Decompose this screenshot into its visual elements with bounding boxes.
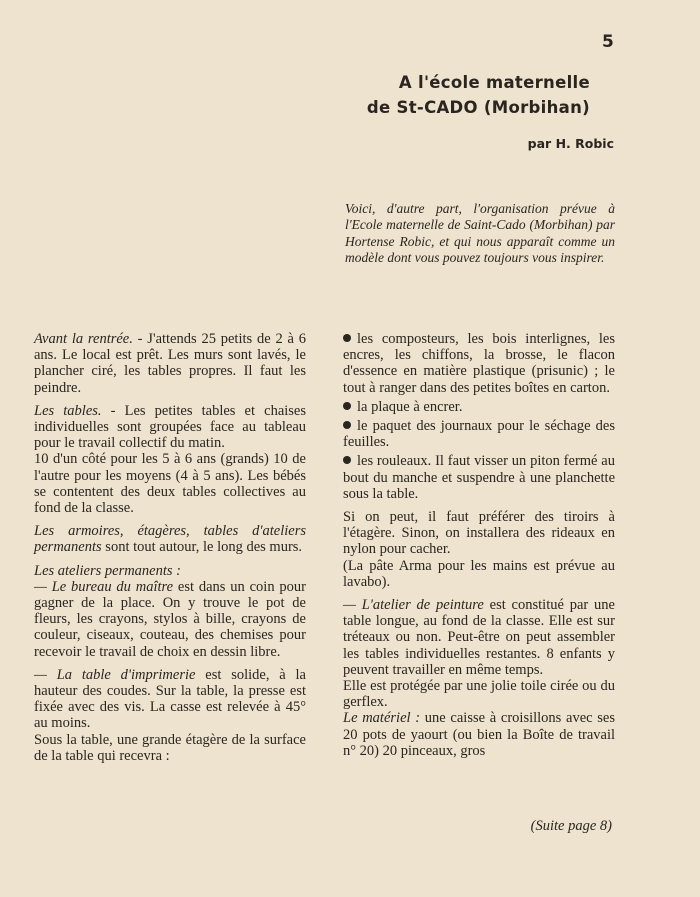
- paragraph-tiroirs: Si on peut, il faut préférer des tiroirs à l'étagère. Sinon, on installera des rideaux en nylon pour cacher.: [343, 509, 615, 558]
- left-column: [34, 331, 306, 771]
- paragraph-armoires: Les armoires, étagères, tables d'ateliers permanents sont tout autour, le long des murs.: [34, 523, 306, 556]
- lead-imprimerie: — La table d'imprimerie: [34, 666, 196, 683]
- paragraph-bureau: — Le bureau du maître est dans un coin pour gagner de la place. On y trouve le pot de fleurs, les crayons, stylos à bille, crayons de couleur, ciseaux, couteau, des chemises pour recevoir le travail de choix en dessin libre.: [34, 578, 306, 660]
- bullet-icon: [343, 334, 351, 342]
- paragraph-avant-rentree: Avant la rentrée. - J'attends 25 petits de 2 à 6 ans. Le local est prêt. Les murs sont lavés, le plancher ciré, les tables propres. Il faut les peindre.: [34, 331, 306, 396]
- bullet-icon: [343, 402, 351, 410]
- list-item: le paquet des journaux pour le séchage des feuilles.: [343, 418, 615, 451]
- right-column: [343, 331, 615, 766]
- lead-avant-rentree: Avant la rentrée.: [34, 331, 133, 347]
- paragraph-etagere: Sous la table, une grande étagère de la surface de la table qui recevra :: [34, 731, 306, 764]
- paragraph-imprimerie: — La table d'imprimerie est solide, à la hauteur des coudes. Sur la table, la presse est fixée avec des vis. La casse est relevée à 45° au moins.: [34, 666, 306, 732]
- lead-tables: Les tables.: [34, 402, 102, 419]
- intro-paragraph: Voici, d'autre part, l'organisation prévue à l'Ecole maternelle de Saint-Cado (Morbihan) par Hortense Robic, et qui nous apparaît comme un modèle dont vous pouvez toujours vous inspirer.: [345, 201, 615, 265]
- lead-atelier-peinture: — L'atelier de peinture: [343, 597, 484, 614]
- bullet-icon: [343, 456, 351, 464]
- lead-bureau: — Le bureau du maître: [34, 578, 174, 595]
- list-item: la plaque à encrer.: [343, 399, 615, 415]
- paragraph-tables-groups: 10 d'un côté pour les 5 à 6 ans (grands) 10 de l'autre pour les moyens (4 à 5 ans). Les bébés se contentent des deux tables collectives au fond de la classe.: [34, 451, 306, 517]
- heading-ateliers: Les ateliers permanents :: [34, 562, 181, 579]
- paragraph-pate-arma: (La pâte Arma pour les mains est prévue au lavabo).: [343, 557, 615, 590]
- lead-armoires: Les armoires, étagères, tables d'ateliers permanents: [34, 523, 306, 556]
- article-title: [367, 70, 590, 120]
- title-line-2: de St-CADO (Morbihan): [366, 98, 590, 117]
- list-item: les composteurs, les bois interlignes, les encres, les chiffons, la brosse, le flacon d'essence en matière plastique (prisunic) ; le tout à ranger dans des petites boîtes en carton.: [343, 331, 615, 396]
- page-number: 5: [602, 32, 614, 52]
- paragraph-materiel: Le matériel : une caisse à croisillons avec ses 20 pots de yaourt (ou bien la Boîte de travail n° 20) 20 pinceaux, gros: [343, 710, 616, 759]
- paragraph-toile-ciree: Elle est protégée par une jolie toile cirée ou du gerflex.: [343, 678, 615, 711]
- list-item: les rouleaux. Il faut visser un piton fermé au bout du manche et suspendre à une planchette sous la table.: [343, 453, 615, 502]
- paragraph-tables: Les tables. - Les petites tables et chaises individuelles sont groupées face au tableau pour le travail collectif du matin.: [34, 402, 306, 452]
- title-line-1: A l'école maternelle: [398, 73, 590, 92]
- bullet-icon: [343, 421, 351, 429]
- continued-note: (Suite page 8): [530, 818, 612, 834]
- lead-materiel: Le matériel :: [343, 710, 421, 727]
- paragraph-atelier-peinture: — L'atelier de peinture est constitué par une table longue, au fond de la classe. Elle est sur tréteaux ou non. Peut-être on peut assembler les tables individuelles restantes. 8 enfants y peuvent travailler en même temps.: [343, 597, 615, 678]
- byline: par H. Robic: [527, 136, 614, 151]
